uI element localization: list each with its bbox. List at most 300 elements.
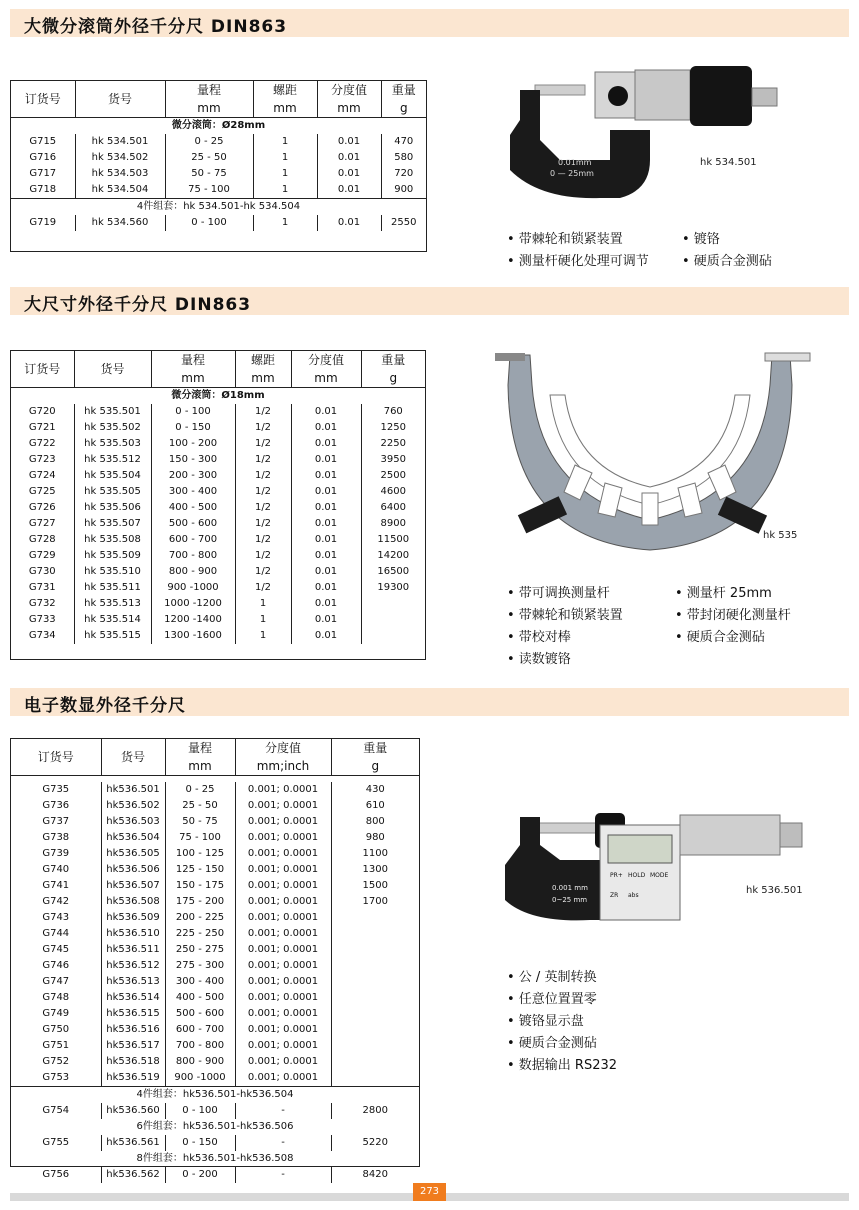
feature-item: • 带棘轮和锁紧装置 — [507, 232, 623, 247]
column-header — [253, 81, 317, 118]
table-cell: 5220 — [331, 1135, 419, 1151]
display-text: 0.001 mm — [552, 884, 588, 892]
table-cell: hk 535.503 — [74, 436, 151, 452]
table-row — [11, 862, 419, 878]
feature-list-right — [675, 583, 791, 649]
table-cell: hk536.516 — [101, 1022, 165, 1038]
column-header — [165, 81, 253, 118]
table-cell — [331, 1054, 419, 1070]
table-cell: 1 — [235, 596, 291, 612]
table-cell: G743 — [42, 912, 70, 923]
table-cell: G724 — [28, 470, 56, 481]
table-row — [11, 814, 419, 830]
table-cell: hk 534.504 — [75, 182, 165, 199]
table-cell — [331, 942, 419, 958]
feature-list-left — [507, 583, 623, 671]
section-header-1 — [10, 9, 849, 37]
table-row — [11, 166, 426, 182]
table-cell: hk 535.507 — [74, 516, 151, 532]
button-label: abs — [628, 892, 639, 899]
feature-item: • 镀铬 — [682, 232, 720, 247]
product-caption: hk 536.501 — [746, 885, 803, 896]
column-header-unit: mm — [188, 759, 212, 773]
table-row — [11, 1054, 419, 1070]
table-cell: hk 535.514 — [74, 612, 151, 628]
set-label: 6件组套：hk536.501-hk536.506 — [136, 1121, 294, 1132]
table-row — [11, 484, 425, 500]
column-header — [11, 739, 101, 776]
table-cell: G723 — [28, 454, 56, 465]
table-header-row — [11, 739, 419, 776]
column-header — [291, 351, 361, 388]
table-cell: 0.001; 0.0001 — [235, 974, 331, 990]
table-cell: G739 — [42, 848, 70, 859]
table-cell: 0 - 100 — [165, 1103, 235, 1119]
section-title: 大尺寸外径千分尺 DIN863 — [24, 295, 252, 315]
table-cell: G727 — [28, 518, 56, 529]
table-cell: G735 — [42, 784, 70, 795]
table-row — [11, 500, 425, 516]
table-cell: 0.001; 0.0001 — [235, 830, 331, 846]
table-cell: G736 — [42, 800, 70, 811]
table-row — [11, 926, 419, 942]
table-cell: 1 — [253, 166, 317, 182]
table-cell: 0 - 100 — [165, 215, 253, 231]
table-cell: 1 — [235, 612, 291, 628]
table-cell: 25 - 50 — [165, 798, 235, 814]
table-row — [11, 990, 419, 1006]
table-cell — [331, 1006, 419, 1022]
column-header-unit: g — [389, 371, 398, 385]
column-header-label: 重量 — [381, 353, 406, 367]
table-cell: 0.01 — [291, 452, 361, 468]
table-cell: hk536.515 — [101, 1006, 165, 1022]
column-header — [165, 739, 235, 776]
micrometer-image-1 — [500, 60, 800, 205]
table-cell: hk536.509 — [101, 910, 165, 926]
table-cell — [361, 612, 425, 628]
table-cell: 125 - 150 — [165, 862, 235, 878]
table-cell: hk 535.515 — [74, 628, 151, 644]
table-row — [11, 548, 425, 564]
page-number: 273 — [413, 1183, 446, 1201]
table-cell: G729 — [28, 550, 56, 561]
table-row — [11, 1038, 419, 1054]
column-header — [75, 81, 165, 118]
column-header-label: 订货号 — [24, 362, 61, 376]
table-cell: 800 - 900 — [151, 564, 235, 580]
table-cell: 0.001; 0.0001 — [235, 814, 331, 830]
table-cell — [331, 958, 419, 974]
table-cell — [331, 974, 419, 990]
table-cell: 0.01 — [317, 134, 381, 150]
table-cell: 0.01 — [291, 516, 361, 532]
table-cell — [331, 990, 419, 1006]
table-cell: 1 — [235, 628, 291, 644]
table-cell: 0.01 — [291, 532, 361, 548]
table-cell — [331, 1070, 419, 1087]
table-cell: 3950 — [361, 452, 425, 468]
column-header — [235, 739, 331, 776]
table-cell: - — [235, 1103, 331, 1119]
table-cell: 700 - 800 — [165, 1038, 235, 1054]
group-label: 微分滚筒：Ø18mm — [171, 390, 265, 401]
feature-item: • 测量杆硬化处理可调节 — [507, 254, 649, 269]
table-cell: G717 — [29, 168, 57, 179]
table-cell: G750 — [42, 1024, 70, 1035]
section-header-2 — [10, 287, 849, 315]
table-cell: hk536.503 — [101, 814, 165, 830]
table-cell: 100 - 200 — [151, 436, 235, 452]
table-cell — [331, 910, 419, 926]
column-header-unit: mm — [251, 371, 275, 385]
table-row — [11, 404, 425, 420]
table-cell: 1 — [253, 150, 317, 166]
table-cell: hk536.507 — [101, 878, 165, 894]
table-cell: 0.01 — [291, 596, 361, 612]
table-row — [11, 580, 425, 596]
table-cell: 25 - 50 — [165, 150, 253, 166]
feature-item: • 硬质合金测砧 — [675, 630, 765, 645]
table-cell: 0.001; 0.0001 — [235, 942, 331, 958]
table-cell: 300 - 400 — [165, 974, 235, 990]
table-cell: 1/2 — [235, 500, 291, 516]
column-header — [74, 351, 151, 388]
table-cell: G726 — [28, 502, 56, 513]
table-cell: hk536.562 — [101, 1167, 165, 1183]
table-cell: 1/2 — [235, 564, 291, 580]
table-cell: 1/2 — [235, 420, 291, 436]
table-cell: G745 — [42, 944, 70, 955]
table-cell: 6400 — [361, 500, 425, 516]
table-cell: 0.001; 0.0001 — [235, 910, 331, 926]
table-cell: 1 — [253, 182, 317, 199]
table-cell: G722 — [28, 438, 56, 449]
table-cell: 0.001; 0.0001 — [235, 878, 331, 894]
table-cell: 300 - 400 — [151, 484, 235, 500]
table-cell: 800 - 900 — [165, 1054, 235, 1070]
table-cell: G741 — [42, 880, 70, 891]
table-cell: 0.01 — [291, 612, 361, 628]
table-cell: G725 — [28, 486, 56, 497]
table-cell: 900 — [381, 182, 426, 199]
table-cell: G715 — [29, 136, 57, 147]
table-cell: 760 — [361, 404, 425, 420]
table-cell: 0.001; 0.0001 — [235, 1038, 331, 1054]
table-cell: 0.001; 0.0001 — [235, 926, 331, 942]
table-cell: 14200 — [361, 548, 425, 564]
table-cell: hk536.505 — [101, 846, 165, 862]
table-row — [11, 942, 419, 958]
column-header — [235, 351, 291, 388]
table-cell: 200 - 225 — [165, 910, 235, 926]
table-cell: 1/2 — [235, 404, 291, 420]
table-cell: 275 - 300 — [165, 958, 235, 974]
column-header — [361, 351, 425, 388]
table-cell: G721 — [28, 422, 56, 433]
table-cell: G737 — [42, 816, 70, 827]
column-header-unit: mm — [197, 101, 221, 115]
table-cell: 225 - 250 — [165, 926, 235, 942]
table-row — [11, 596, 425, 612]
table-row — [11, 468, 425, 484]
feature-item: • 任意位置置零 — [507, 992, 597, 1007]
column-header-label: 分度值 — [307, 353, 344, 367]
table-cell: G718 — [11, 182, 75, 199]
group-label: 微分滚筒：Ø28mm — [171, 120, 266, 131]
column-header-label: 螺距 — [250, 353, 275, 367]
feature-list-right — [682, 229, 772, 273]
table-cell: 200 - 300 — [151, 468, 235, 484]
table-cell: 500 - 600 — [165, 1006, 235, 1022]
table-cell: 0.01 — [317, 215, 381, 231]
table-cell: hk536.513 — [101, 974, 165, 990]
column-header-unit: mm — [337, 101, 361, 115]
table-cell: 0.001; 0.0001 — [235, 1054, 331, 1070]
column-header-label: 螺距 — [272, 83, 297, 97]
table-cell: 16500 — [361, 564, 425, 580]
column-header — [11, 81, 75, 118]
table-cell: G748 — [42, 992, 70, 1003]
feature-item: • 硬质合金测砧 — [682, 254, 772, 269]
table-cell — [361, 628, 425, 644]
table-cell: G751 — [42, 1040, 70, 1051]
table-cell: 75 - 100 — [165, 830, 235, 846]
table-cell: 0.01 — [291, 580, 361, 596]
column-header — [11, 351, 74, 388]
table-cell: G744 — [42, 928, 70, 939]
table-row — [11, 612, 425, 628]
table-row — [11, 910, 419, 926]
table-row — [11, 436, 425, 452]
feature-item: • 带可调换测量杆 — [507, 586, 610, 601]
table-cell: 150 - 300 — [151, 452, 235, 468]
table-cell: hk 534.502 — [75, 150, 165, 166]
table-cell: hk536.511 — [101, 942, 165, 958]
table-row — [11, 452, 425, 468]
table-cell: 610 — [331, 798, 419, 814]
table-cell: 720 — [381, 166, 426, 182]
table-cell: 0 - 25 — [165, 782, 235, 798]
table-cell: hk 535.511 — [74, 580, 151, 596]
table-cell: 0.001; 0.0001 — [235, 862, 331, 878]
table-cell: hk536.501 — [101, 782, 165, 798]
scale-text: 0.01mm — [558, 158, 592, 167]
table-cell: 19300 — [361, 580, 425, 596]
column-header — [381, 81, 426, 118]
table-header-row — [11, 351, 425, 388]
table-cell: 430 — [331, 782, 419, 798]
table-cell: 11500 — [361, 532, 425, 548]
table-cell: G740 — [42, 864, 70, 875]
display-text: 0~25 mm — [552, 896, 588, 904]
table-cell: 50 - 75 — [165, 814, 235, 830]
table-cell: G754 — [42, 1105, 70, 1116]
table-cell: G734 — [28, 630, 56, 641]
table-cell: 0.01 — [317, 182, 381, 199]
table-cell: 0 - 200 — [165, 1167, 235, 1183]
table-cell: 1300 -1600 — [151, 628, 235, 644]
column-header-label: 分度值 — [330, 83, 367, 97]
table-row — [11, 782, 419, 798]
table-cell: 0.01 — [317, 166, 381, 182]
column-header-label: 货号 — [100, 362, 125, 376]
spec-table-1 — [11, 81, 426, 231]
table-cell: 1700 — [331, 894, 419, 910]
table-cell: hk 534.560 — [75, 215, 165, 231]
column-header — [331, 739, 419, 776]
table-cell: hk536.512 — [101, 958, 165, 974]
column-header-label: 货号 — [120, 750, 145, 764]
table-cell: 0.001; 0.0001 — [235, 798, 331, 814]
feature-item: • 带封闭硬化测量杆 — [675, 608, 791, 623]
table-cell: 1500 — [331, 878, 419, 894]
table-row — [11, 182, 426, 199]
table-cell: hk 535.513 — [74, 596, 151, 612]
column-header-label: 量程 — [187, 741, 212, 755]
table-cell — [331, 1038, 419, 1054]
micrometer-image-3 — [500, 805, 820, 925]
table-cell: 1/2 — [235, 548, 291, 564]
table-cell: 1200 -1400 — [151, 612, 235, 628]
column-header-unit: mm — [273, 101, 297, 115]
table-row — [11, 134, 426, 150]
table-cell: hk 535.512 — [74, 452, 151, 468]
table-cell: 2250 — [361, 436, 425, 452]
table-cell: G731 — [28, 582, 56, 593]
column-header-label: 重量 — [363, 741, 388, 755]
spec-table-2 — [11, 351, 425, 644]
table-cell: 600 - 700 — [151, 532, 235, 548]
table-cell: 580 — [381, 150, 426, 166]
table-cell: 8900 — [361, 516, 425, 532]
section-title: 电子数显外径千分尺 — [24, 696, 186, 716]
table-cell: 0 - 25 — [165, 134, 253, 150]
spec-table-3 — [11, 739, 419, 1183]
table-cell: 700 - 800 — [151, 548, 235, 564]
set-label: 4件组套：hk536.501-hk536.504 — [136, 1089, 294, 1100]
table-cell: hk 535.508 — [74, 532, 151, 548]
table-cell: 0.001; 0.0001 — [235, 990, 331, 1006]
table-row — [11, 1070, 419, 1087]
table-cell: hk 535.509 — [74, 548, 151, 564]
set-label: 4件组套：hk 534.501-hk 534.504 — [136, 201, 301, 212]
table-row — [11, 894, 419, 910]
table-cell: hk536.561 — [101, 1135, 165, 1151]
table-cell: 0 - 150 — [165, 1135, 235, 1151]
table-cell: 1300 — [331, 862, 419, 878]
table-cell: hk536.518 — [101, 1054, 165, 1070]
table-row — [11, 564, 425, 580]
table-cell: 2550 — [381, 215, 426, 231]
column-header — [317, 81, 381, 118]
table-cell: G753 — [11, 1070, 101, 1087]
table-cell: hk 535.506 — [74, 500, 151, 516]
table-cell: hk536.560 — [101, 1103, 165, 1119]
table-row — [11, 830, 419, 846]
micrometer-image-2 — [480, 345, 830, 560]
table-cell: 0.001; 0.0001 — [235, 894, 331, 910]
table-row — [11, 798, 419, 814]
table-cell: 1 — [253, 134, 317, 150]
table-cell: G749 — [42, 1008, 70, 1019]
table-cell: 2500 — [361, 468, 425, 484]
table-cell: 0.01 — [291, 468, 361, 484]
table-cell: 1/2 — [235, 436, 291, 452]
table-cell: 250 - 275 — [165, 942, 235, 958]
table-cell: hk536.514 — [101, 990, 165, 1006]
table-cell — [331, 1022, 419, 1038]
table-cell: 1/2 — [235, 468, 291, 484]
table-cell: 400 - 500 — [165, 990, 235, 1006]
table-row — [11, 532, 425, 548]
table-cell — [361, 596, 425, 612]
table-cell: 100 - 125 — [165, 846, 235, 862]
column-header-label: 重量 — [391, 83, 416, 97]
section-header-3 — [10, 688, 849, 716]
column-header-unit: g — [371, 759, 380, 773]
table-cell: 175 - 200 — [165, 894, 235, 910]
table-cell: 1100 — [331, 846, 419, 862]
feature-item: • 带校对棒 — [507, 630, 571, 645]
table-cell: G720 — [28, 406, 56, 417]
table-row — [11, 974, 419, 990]
column-header — [151, 351, 235, 388]
table-cell: 470 — [381, 134, 426, 150]
table-cell: 600 - 700 — [165, 1022, 235, 1038]
table-cell: 0.01 — [291, 548, 361, 564]
product-caption: hk 534.501 — [700, 157, 757, 168]
table-cell: 0.01 — [291, 436, 361, 452]
table-cell: 2800 — [331, 1103, 419, 1119]
table-cell: 1000 -1200 — [151, 596, 235, 612]
table-cell: 800 — [331, 814, 419, 830]
table-cell: 8420 — [331, 1167, 419, 1183]
table-cell: 0 - 150 — [151, 420, 235, 436]
table-cell: G733 — [28, 614, 56, 625]
feature-item: • 带棘轮和锁紧装置 — [507, 608, 623, 623]
table-cell: hk536.506 — [101, 862, 165, 878]
table-cell: 1/2 — [235, 484, 291, 500]
table-row — [11, 628, 425, 644]
table-cell: hk 535.502 — [74, 420, 151, 436]
table-cell: - — [235, 1167, 331, 1183]
table-cell: 0.01 — [317, 150, 381, 166]
table-cell: 1250 — [361, 420, 425, 436]
table-cell: 1/2 — [235, 580, 291, 596]
table-cell: hk 535.510 — [74, 564, 151, 580]
table-cell: 50 - 75 — [165, 166, 253, 182]
table-cell: 75 - 100 — [165, 182, 253, 199]
feature-list — [507, 967, 617, 1077]
table-cell: hk 535.505 — [74, 484, 151, 500]
table-cell: 0.001; 0.0001 — [235, 846, 331, 862]
column-header-unit: mm — [181, 371, 205, 385]
table-cell: 4600 — [361, 484, 425, 500]
table-row — [11, 846, 419, 862]
table-row — [11, 1167, 419, 1183]
table-cell: 0.001; 0.0001 — [235, 1022, 331, 1038]
button-label: ZR — [610, 892, 619, 899]
set-label: 8件组套：hk536.501-hk536.508 — [136, 1153, 294, 1164]
feature-item: • 测量杆 25mm — [675, 586, 772, 601]
column-header-unit: g — [399, 101, 408, 115]
table-cell: 0.001; 0.0001 — [235, 1070, 331, 1087]
table-row — [11, 1135, 419, 1151]
table-cell: 0.001; 0.0001 — [235, 1006, 331, 1022]
table-cell: G742 — [42, 896, 70, 907]
column-header-label: 量程 — [196, 83, 221, 97]
